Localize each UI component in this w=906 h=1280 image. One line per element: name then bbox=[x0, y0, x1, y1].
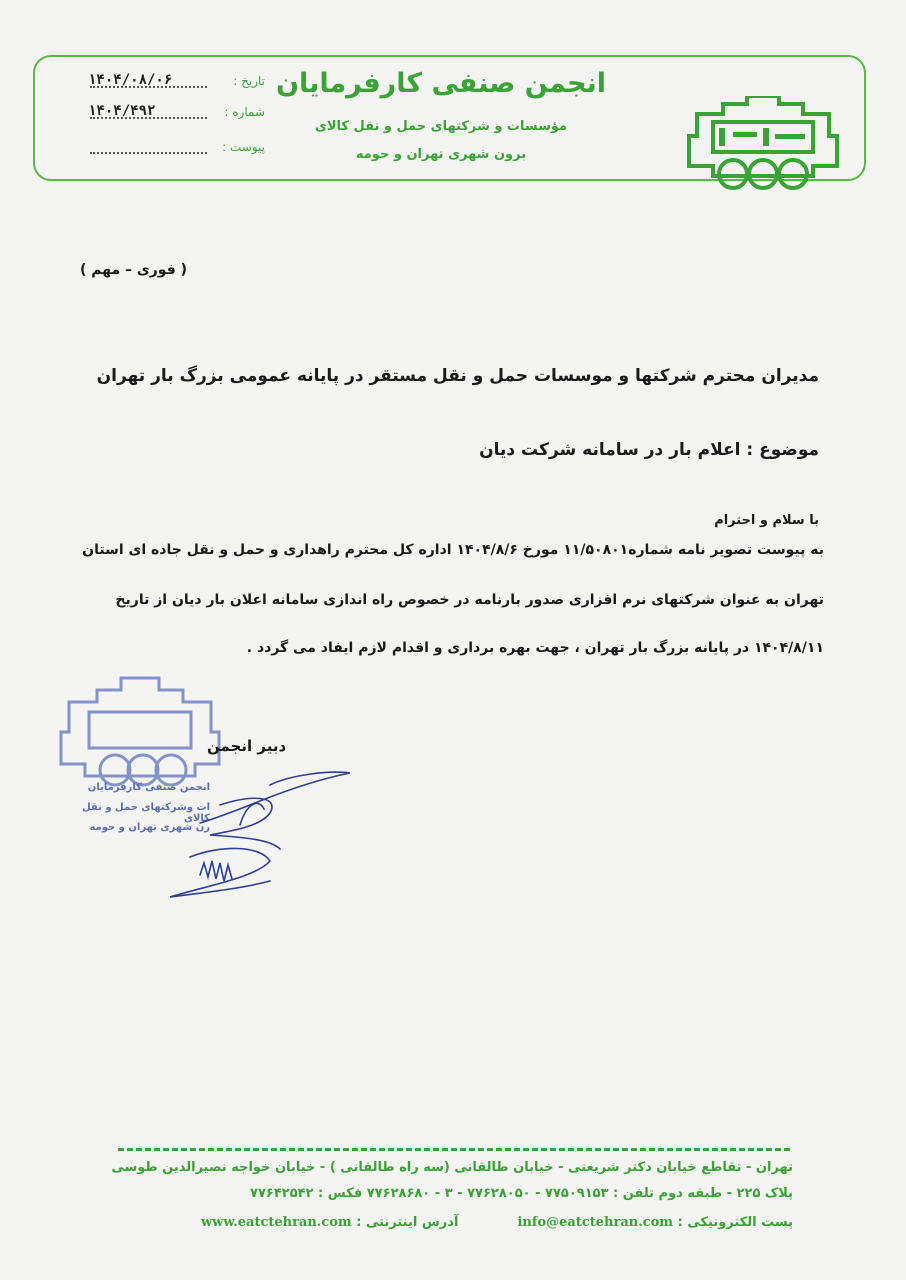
number-value: ۱۴۰۴/۴۹۲ bbox=[88, 103, 156, 119]
website-label: آدرس اینترنتی : bbox=[356, 1215, 459, 1230]
body-line-1: به پیوست تصویر نامه شماره۱۱/۵۰۸۰۱ مورخ ۱۴۰۴/۸/۶ اداره کل محترم راهداری و حمل و نقل جاده ای استان bbox=[82, 542, 824, 558]
org-title: انجمن صنفی کارفرمایان bbox=[276, 68, 606, 99]
subject-line: موضوع : اعلام بار در سامانه شرکت دیان bbox=[479, 440, 819, 460]
number-row bbox=[50, 103, 265, 123]
attachment-row bbox=[50, 138, 265, 158]
org-logo-icon bbox=[683, 96, 843, 192]
date-value: ۱۴۰۴/۰۸/۰۶ bbox=[88, 72, 173, 88]
stamp-line-2: ات وشرکتهای حمل و نقل کالای bbox=[81, 802, 210, 824]
signature-icon bbox=[160, 765, 360, 910]
org-subtitle-2: برون شهری تهران و حومه bbox=[355, 147, 527, 162]
footer-address: تهران - تقاطع خیابان دکتر شریعتی - خیابان طالقانی (سه راه طالقانی ) - خیابان خواجه نصیرالدین طوسی bbox=[111, 1160, 793, 1175]
footer-contacts bbox=[201, 1215, 793, 1230]
stamp-line-3: رن شهری تهران و حومه bbox=[89, 822, 210, 833]
body-line-3: ۱۴۰۴/۸/۱۱ در پایانه بزرگ بار تهران ، جهت بهره برداری و اقدام لازم ایفاد می گردد . bbox=[246, 640, 824, 656]
date-row bbox=[50, 72, 265, 92]
date-label: تاریخ : bbox=[233, 74, 265, 88]
greeting: با سلام و احترام bbox=[714, 513, 819, 528]
attachment-label: پیوست : bbox=[222, 140, 265, 154]
body-line-2: تهران به عنوان شرکتهای نرم افزاری صدور بارنامه در خصوص راه اندازی سامانه اعلان بار دیان از تاریخ bbox=[115, 592, 824, 608]
attachment-dots bbox=[90, 152, 207, 154]
number-label: شماره : bbox=[224, 105, 265, 119]
footer-phones: پلاک ۲۲۵ - طبقه دوم تلفن : ۷۷۵۰۹۱۵۳ - ۷۷۶۲۸۰۵۰ - ۳ - ۷۷۶۲۸۶۸۰ فکس : ۷۷۶۴۲۵۴۲ bbox=[250, 1186, 793, 1201]
signatory-title: دبیر انجمن bbox=[207, 737, 287, 755]
email-label: پست الکترونیکی : bbox=[677, 1215, 793, 1230]
footer-divider bbox=[118, 1148, 790, 1151]
email-link[interactable]: info@eatctehran.com bbox=[517, 1215, 674, 1230]
addressee: مدیران محترم شرکتها و موسسات حمل و نقل مستقر در پایانه عمومی بزرگ بار تهران bbox=[96, 366, 819, 386]
org-subtitle-1: مؤسسات و شرکتهای حمل و نقل کالای bbox=[314, 119, 568, 134]
website-link[interactable]: www.eatctehran.com bbox=[200, 1215, 352, 1230]
stamp-line-1: انجمن صنفی کارفرمایان bbox=[87, 782, 210, 793]
urgency-note: ( فوری – مهم ) bbox=[80, 262, 188, 278]
